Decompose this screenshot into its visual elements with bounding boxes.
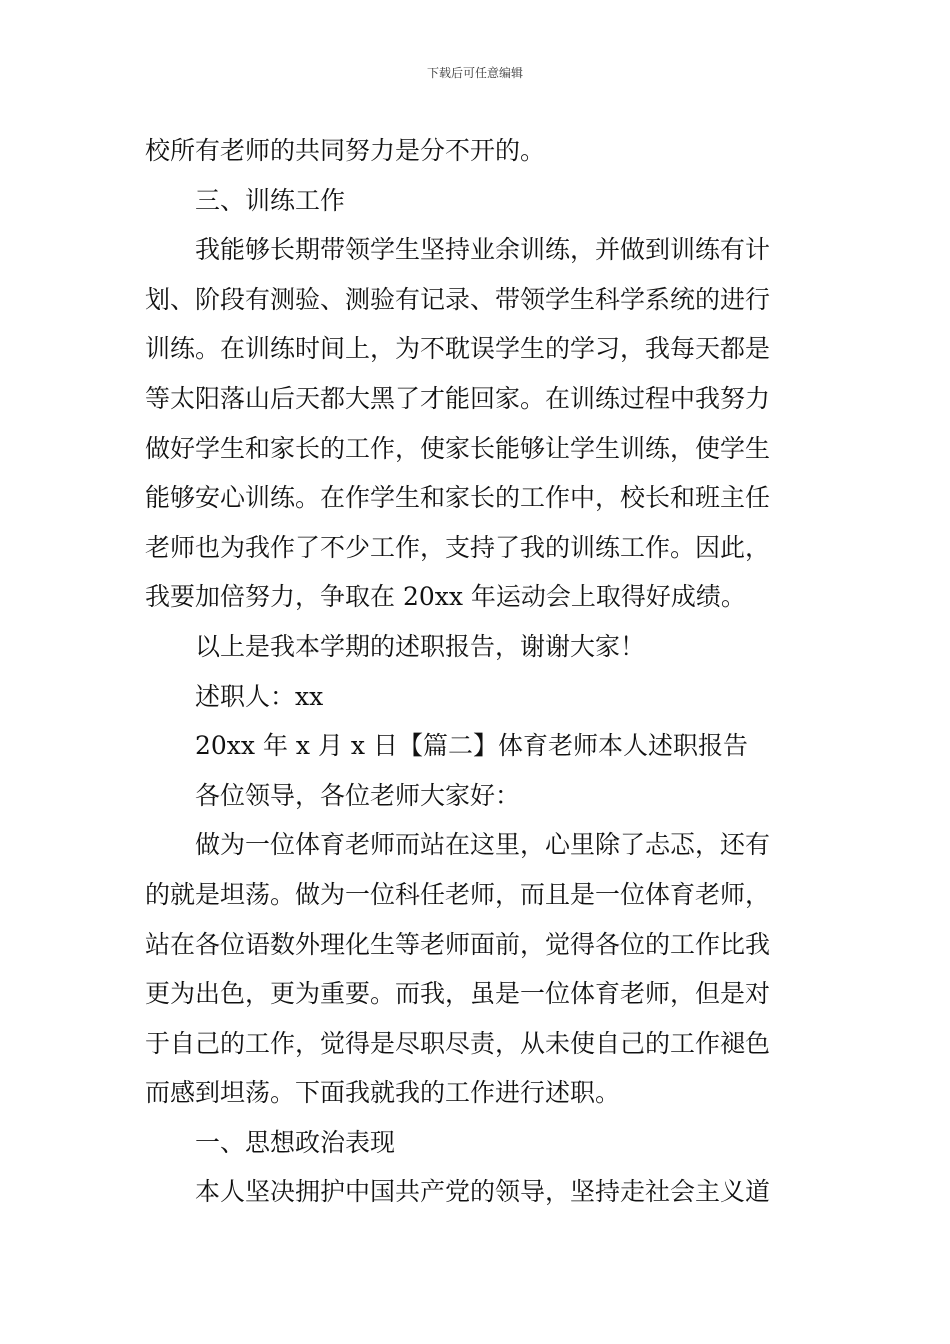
text-line: 校所有老师的共同努力是分不开的。 xyxy=(145,136,546,165)
text-line: 等太阳落山后天都大黑了才能回家。在训练过程中我努力 xyxy=(145,383,771,413)
text-line: 三、训练工作 xyxy=(195,185,346,215)
text-line: 以上是我本学期的述职报告，谢谢大家！ xyxy=(195,631,646,661)
text-line: 各位领导，各位老师大家好： xyxy=(195,780,521,810)
text-line: 我要加倍努力，争取在 20xx 年运动会上取得好成绩。 xyxy=(145,582,746,612)
text-line: 老师也为我作了不少工作，支持了我的训练工作。因此， xyxy=(145,532,771,562)
text-line: 于自己的工作，觉得是尽职尽责，从未使自己的工作褪色 xyxy=(145,1028,771,1058)
text-line: 站在各位语数外理化生等老师面前，觉得各位的工作比我 xyxy=(145,929,771,959)
text-line: 做好学生和家长的工作，使家长能够让学生训练，使学生 xyxy=(145,433,771,463)
text-line: 述职人：xx xyxy=(195,681,324,711)
text-line: 能够安心训练。在作学生和家长的工作中，校长和班主任 xyxy=(145,483,771,513)
text-line: 我能够长期带领学生坚持业余训练，并做到训练有计 xyxy=(195,235,771,265)
text-line: 20xx 年 x 月 x 日【篇二】体育老师本人述职报告 xyxy=(195,731,748,761)
text-line: 本人坚决拥护中国共产党的领导，坚持走社会主义道 xyxy=(195,1177,771,1207)
page-header-note: 下载后可任意编辑 xyxy=(426,66,523,80)
text-line: 更为出色，更为重要。而我，虽是一位体育老师，但是对 xyxy=(145,979,771,1009)
text-line: 训练。在训练时间上，为不耽误学生的学习，我每天都是 xyxy=(145,334,771,364)
document-body xyxy=(145,126,810,1217)
text-line: 而感到坦荡。下面我就我的工作进行述职。 xyxy=(145,1078,621,1108)
text-line: 一、思想政治表现 xyxy=(195,1127,396,1157)
text-line: 的就是坦荡。做为一位科任老师，而且是一位体育老师， xyxy=(145,879,771,909)
text-line: 做为一位体育老师而站在这里，心里除了忐忑，还有 xyxy=(195,830,771,860)
text-line: 划、阶段有测验、测验有记录、带领学生科学系统的进行 xyxy=(145,284,771,314)
